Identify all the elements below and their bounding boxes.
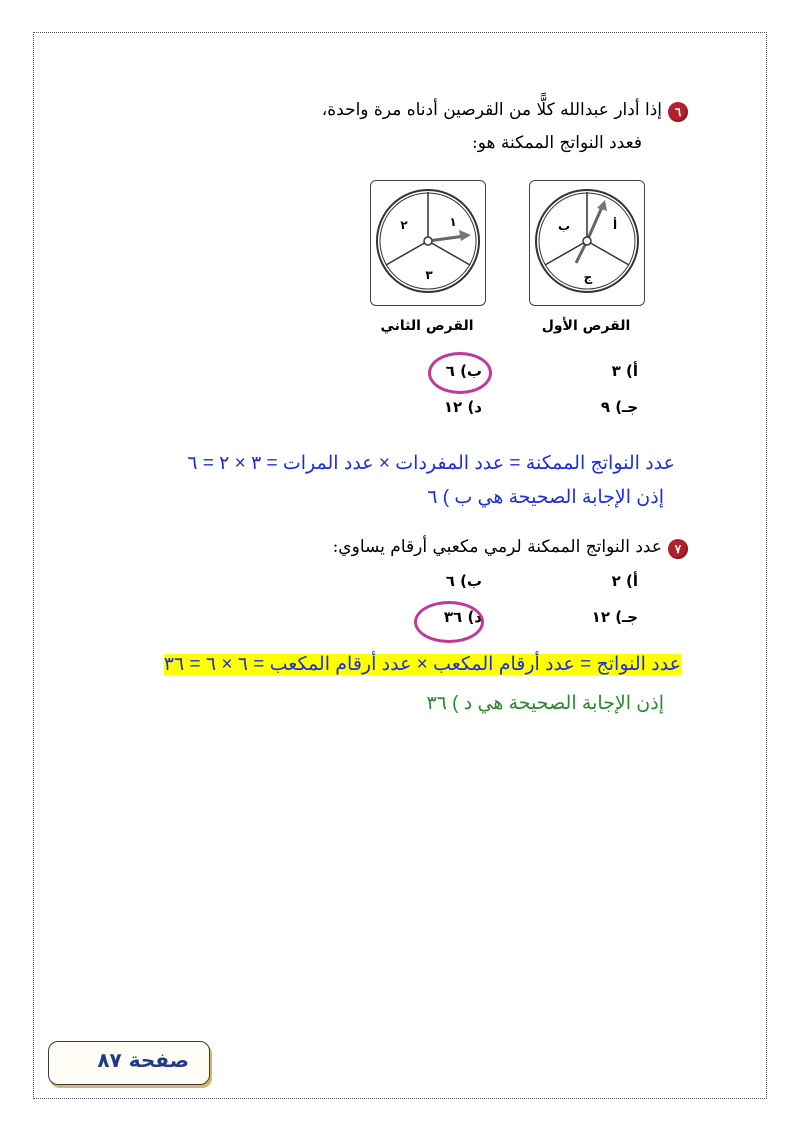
- spinner-second-sector-1: ١: [449, 215, 457, 229]
- q6-option-d[interactable]: د) ١٢: [443, 398, 482, 416]
- solution-6-line1: عدد النواتج الممكنة = عدد المفردات × عدد المرات = ٣ × ٢ = ٦: [187, 453, 675, 474]
- question-7-number-badge: ٧: [668, 539, 688, 559]
- solution-7-line1: [164, 653, 681, 676]
- spinner-second-sector-3: ٣: [425, 268, 433, 282]
- spinner-second-label: القرص الثاني: [380, 318, 474, 334]
- solution-7-line2: إذن الإجابة الصحيحة هي د ) ٣٦: [426, 693, 664, 714]
- spinner-first-sector-c: ج: [583, 270, 593, 284]
- q7-option-a[interactable]: أ) ٢: [611, 572, 638, 590]
- solution-6-line2: إذن الإجابة الصحيحة هي ب ) ٦: [427, 487, 664, 508]
- q7-option-b[interactable]: ب) ٦: [445, 572, 482, 590]
- solution-7-line1-highlight: عدد النواتج = عدد أرقام المكعب × عدد أرقام المكعب = ٦ × ٦ = ٣٦: [163, 654, 681, 675]
- spinner-first-sector-b: ب: [557, 219, 571, 233]
- q7-selected-answer-circle: [414, 601, 484, 643]
- spinner-first-sector-a: أ: [612, 218, 618, 232]
- spinner-second-graphic: [371, 181, 485, 305]
- page-number-label: صفحة ٨٧: [97, 1048, 189, 1072]
- spinner-second-sector-2: ٢: [400, 218, 408, 232]
- spinner-first-label: القرص الأول: [541, 318, 631, 334]
- q6-option-a[interactable]: أ) ٣: [611, 362, 638, 380]
- spinner-second-box: [370, 180, 486, 306]
- q6-option-c[interactable]: جـ) ٩: [600, 398, 638, 416]
- q6-option-b[interactable]: ب) ٦: [445, 362, 482, 380]
- q7-option-c[interactable]: جـ) ١٢: [591, 608, 638, 626]
- question-7-text-line1: عدد النواتج الممكنة لرمي مكعبي أرقام يساوي:: [332, 537, 662, 557]
- page-number-badge: [48, 1041, 210, 1085]
- question-6-number-badge: ٦: [668, 102, 688, 122]
- question-6-text-line2: فعدد النواتج الممكنة هو:: [472, 133, 642, 153]
- q6-selected-answer-circle: [428, 352, 492, 394]
- question-6-text-line1: إذا أدار عبدالله كلًّا من القرصين أدناه مرة واحدة،: [321, 100, 662, 120]
- spinner-first-box: [529, 180, 645, 306]
- q7-option-d[interactable]: د) ٣٦: [443, 608, 482, 626]
- spinner-first-graphic: [530, 181, 644, 305]
